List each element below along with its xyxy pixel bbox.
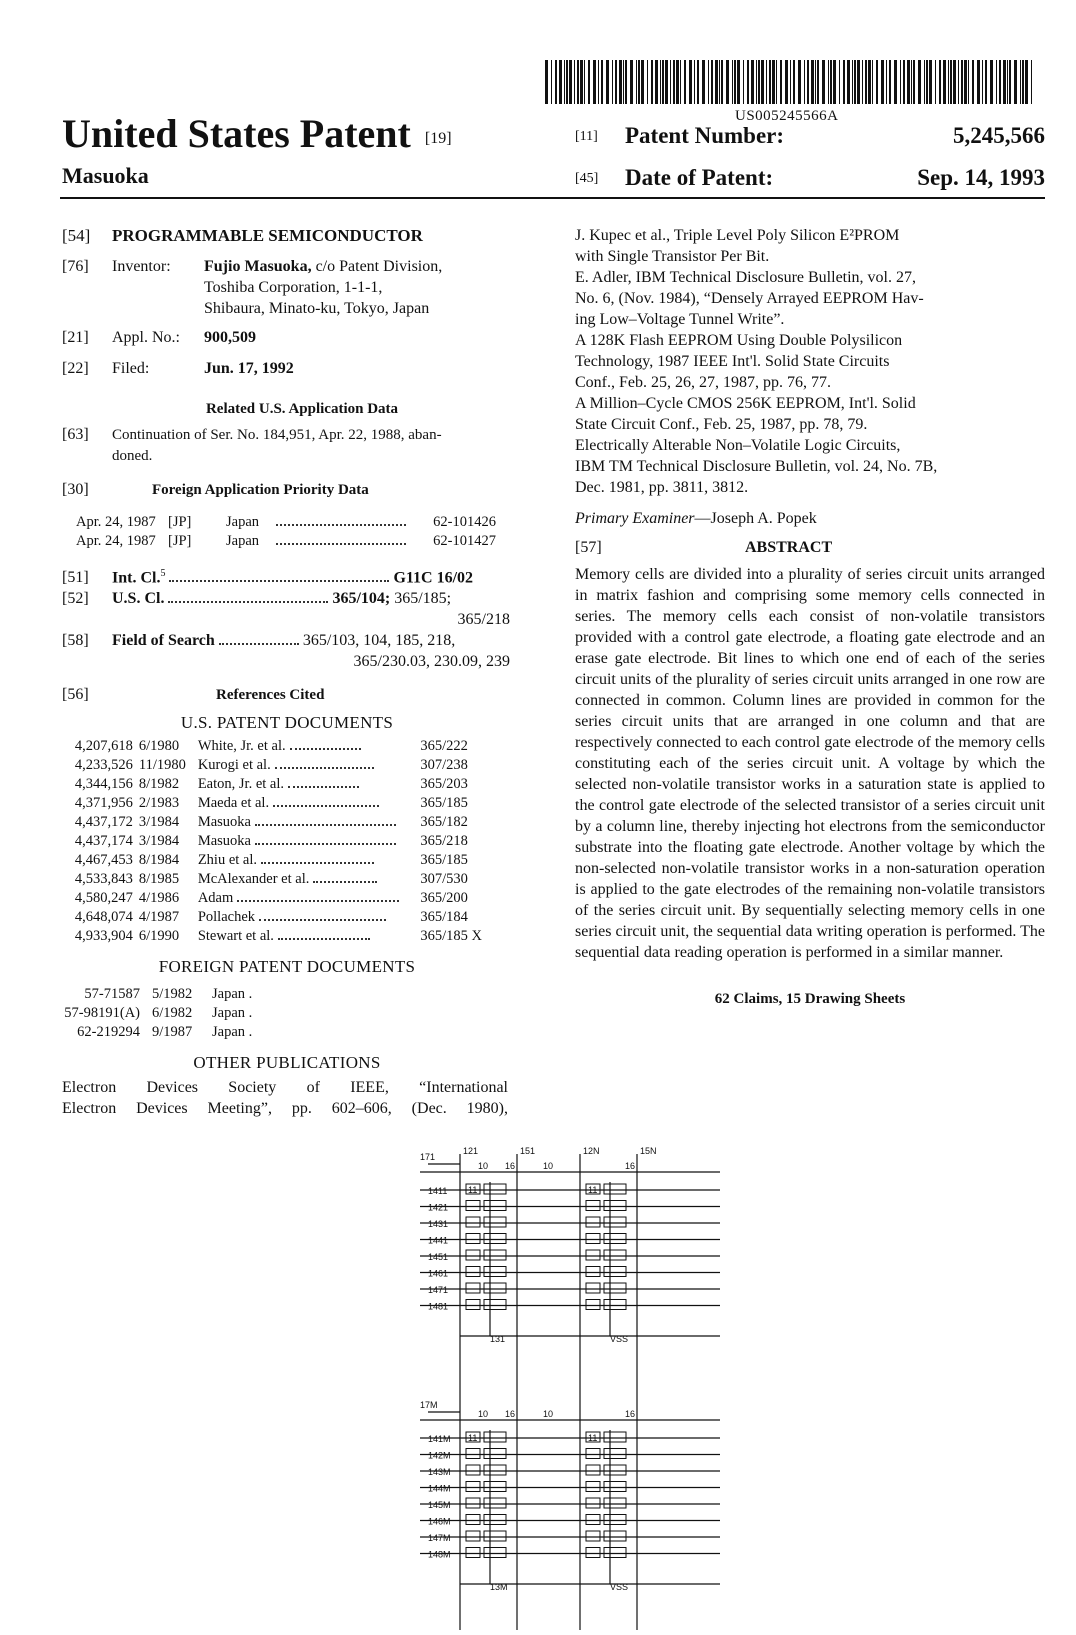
foreign-patent-table (62, 985, 252, 1042)
other-pub-line-2: Electron Devices Meeting”, pp. 602–606, (Dec. 1980), (62, 1100, 508, 1118)
field-of-search: [58] Field of Search 365/103, 104, 185, 218, 365/230.03, 230.09, 239 (62, 632, 510, 671)
publication-line: with Single Transistor Per Bit. (575, 248, 770, 265)
source-label: 13M (490, 1582, 508, 1592)
title-field: [54] PROGRAMMABLE SEMICONDUCTOR (62, 226, 423, 245)
word-line-label: 1461 (428, 1268, 449, 1279)
cell-gate (604, 1432, 626, 1442)
ref-name: Pollachek (197, 909, 256, 926)
ref-name: Maeda et al. (197, 795, 270, 812)
table-row: 62-219294 9/1987 Japan . (77, 1024, 253, 1041)
patent-number: 5,245,566 (953, 123, 1045, 148)
publication-line: State Circuit Conf., Feb. 25, 1987, pp. 78, 79. (575, 416, 868, 433)
table-row: 4,933,904 6/1990 Stewart et al. 365/185 X (74, 928, 482, 945)
appl-no-field: [21] Appl. No.: 900,509 (62, 329, 256, 346)
cell-gate (604, 1482, 626, 1492)
cell-transistor (466, 1250, 480, 1260)
cell-transistor (466, 1465, 480, 1475)
publication-line: ing Low–Voltage Tunnel Write”. (575, 311, 785, 328)
cell-transistor (586, 1267, 600, 1277)
cell-gate (604, 1498, 626, 1508)
cell-gate (484, 1515, 506, 1525)
cell-gate (484, 1300, 506, 1310)
cell-transistor (586, 1234, 600, 1244)
publication-line: Conf., Feb. 25, 26, 27, 1987, pp. 76, 77. (575, 374, 831, 391)
examiner-line: Primary Examiner—Joseph A. Popek (575, 510, 817, 527)
cell-label: 11 (468, 1433, 478, 1443)
cell-gate (484, 1201, 506, 1211)
cell-gate (484, 1184, 506, 1194)
select-label: 10 (543, 1409, 554, 1419)
ref-name: Stewart et al. (197, 928, 274, 945)
cell-transistor (466, 1217, 480, 1227)
gate-label: 16 (625, 1409, 636, 1419)
publication-line: Dec. 1981, pp. 3811, 3812. (575, 479, 749, 496)
cell-transistor (466, 1300, 480, 1310)
references-heading: [56] References Cited (62, 686, 325, 704)
us-docs-heading: U.S. PATENT DOCUMENTS (180, 713, 394, 733)
patent-number-row: [11] Patent Number: 5,245,566 (575, 123, 1045, 148)
cell-transistor (586, 1515, 600, 1525)
cell-gate (484, 1449, 506, 1459)
publication-line: E. Adler, IBM Technical Disclosure Bulletin, vol. 27, (575, 269, 916, 286)
word-line-label: 145M (428, 1500, 451, 1510)
word-line-label: 148M (428, 1549, 451, 1560)
other-pub-line-1: Electron Devices Society of IEEE, “International (62, 1079, 508, 1097)
group-label: 171 (420, 1152, 436, 1162)
gate-label: 16 (625, 1161, 636, 1171)
bibliographic-column (62, 225, 542, 1119)
cell-transistor (586, 1548, 600, 1558)
cell-transistor (466, 1201, 480, 1211)
table-row: 4,580,247 4/1986 Adam 365/200 (74, 890, 468, 907)
priority-row: Apr. 24, 1987 [JP] Japan 62-101426 (76, 514, 496, 530)
table-row: 4,233,526 11/1980 Kurogi et al. 307/238 (74, 757, 468, 774)
cell-label: 11 (588, 1433, 598, 1443)
source-label: 131 (490, 1334, 506, 1344)
related-app-heading: Related U.S. Application Data (205, 401, 399, 417)
publications-list (575, 225, 1045, 498)
word-line-label: 141M (428, 1434, 451, 1444)
cell-gate (604, 1184, 626, 1194)
ref-name: Zhiu et al. (197, 852, 258, 869)
publication-line: Technology, 1987 IEEE Int'l. Solid State Circuits (575, 353, 890, 370)
continuation-field: [63] Continuation of Ser. No. 184,951, Apr. 22, 1988, aban- doned. (62, 426, 442, 464)
cell-gate (484, 1498, 506, 1508)
cell-gate (604, 1531, 626, 1541)
select-label: 10 (478, 1409, 489, 1419)
vss-label: VSS (610, 1582, 629, 1592)
table-row: 4,533,843 8/1985 McAlexander et al. 307/530 (74, 871, 468, 888)
cell-gate (484, 1267, 506, 1277)
cell-gate (604, 1449, 626, 1459)
cell-label: 11 (588, 1185, 598, 1195)
ref-name: Eaton, Jr. et al. (197, 776, 284, 793)
cell-transistor (586, 1465, 600, 1475)
word-line-label: 1441 (428, 1235, 449, 1246)
abstract-heading-row: [57] ABSTRACT (575, 539, 833, 556)
publication-line: A 128K Flash EEPROM Using Double Polysilicon (575, 332, 903, 349)
cell-transistor (586, 1482, 600, 1492)
cell-transistor (466, 1498, 480, 1508)
publication-line: Electrically Alterable Non–Volatile Logic Circuits, (575, 437, 901, 454)
date-of-patent-row: [45] Date of Patent: Sep. 14, 1993 (575, 165, 1045, 190)
gate-label: 16 (505, 1409, 516, 1419)
circuit-drawing (420, 1140, 750, 1630)
patent-title-heading: United States Patent [19] (62, 111, 452, 156)
foreign-priority-heading: [30] Foreign Application Priority Data (62, 481, 369, 498)
cell-transistor (586, 1449, 600, 1459)
document-id: US005245566A (735, 108, 839, 124)
table-row: 4,648,074 4/1987 Pollachek 365/184 (74, 909, 468, 926)
cell-transistor (586, 1498, 600, 1508)
ref-name: Masuoka (197, 833, 251, 850)
barcode-image (545, 60, 1035, 104)
bit-line-label: 151 (520, 1146, 536, 1156)
cell-gate (484, 1234, 506, 1244)
word-line-label: 146M (428, 1516, 451, 1527)
priority-row: Apr. 24, 1987 [JP] Japan 62-101427 (76, 533, 496, 549)
word-line-label: 144M (428, 1483, 451, 1494)
abstract-text: Memory cells are divided into a plurality of series circuit units arranged in matrix fashion and comprising some memory cells connected in series. The memory cells each consist of non-volatile transistors provided with a control gate electrode, a floating gate electrode and an erase gate electrode. Bit lines to which one end of each of the series circuit units of the plurality of series circuit units arranged in one row are connected in common. Column lines are provided in common for the series circuit units that are arranged in one column and that are respectively connected to each control gate electrode of the memory cells constituting each of the series circuit unit. A voltage by which the selected non-volatile transistor works in a saturation state is applied to the control gate electrode of the selected transistor of a series circuit unit by a column line, thereby injecting hot electrons from the semiconductor substrate into the floating gate electrode. Another voltage by which the non-selected non-volatile transistor works in a non-saturation operation is applied to the gate electrodes of the remaining non-volatile transistors of the series circuit unit. By sequentially selecting memory cells in one series circuit unit, the sequential data writing operation is performed. The sequential data reading operation is performed in a similar manner. (575, 566, 1046, 961)
header-divider (60, 197, 1045, 199)
date-of-patent: Sep. 14, 1993 (917, 165, 1045, 190)
cell-transistor (466, 1449, 480, 1459)
select-label: 10 (478, 1161, 489, 1171)
cell-gate (604, 1465, 626, 1475)
filed-field: [22] Filed: Jun. 17, 1992 (62, 360, 294, 377)
table-row: 4,437,172 3/1984 Masuoka 365/182 (74, 814, 468, 831)
publication-line: IBM TM Technical Disclosure Bulletin, vol. 24, No. 7B, (575, 458, 938, 475)
ref-name: McAlexander et al. (197, 871, 310, 888)
cell-gate (604, 1217, 626, 1227)
cell-gate (484, 1283, 506, 1293)
cell-gate (484, 1531, 506, 1541)
table-row: 57-98191(A) 6/1982 Japan . (64, 1005, 253, 1022)
cell-gate (604, 1234, 626, 1244)
cell-gate (604, 1267, 626, 1277)
cell-transistor (586, 1531, 600, 1541)
cell-transistor (586, 1283, 600, 1293)
cell-gate (604, 1283, 626, 1293)
claims-line: 62 Claims, 15 Drawing Sheets (714, 991, 906, 1007)
table-row: 57-71587 5/1982 Japan . (84, 986, 253, 1003)
title-code: [19] (424, 130, 452, 147)
ref-name: Kurogi et al. (197, 757, 271, 774)
inventor-field: [76] Inventor: Fujio Masuoka, c/o Patent Division, Toshiba Corporation, 1-1-1, Shibaura, Minato-ku, Tokyo, Japan (62, 258, 443, 317)
cell-transistor (466, 1531, 480, 1541)
cell-transistor (466, 1234, 480, 1244)
bit-line-label: 121 (463, 1146, 479, 1156)
bit-line-label: 12N (583, 1146, 600, 1156)
cell-gate (484, 1548, 506, 1558)
word-line-label: 1481 (428, 1301, 449, 1312)
word-line-label: 1451 (428, 1252, 449, 1262)
cell-transistor (586, 1217, 600, 1227)
publication-line: A Million–Cycle CMOS 256K EEPROM, Int'l. Solid (575, 395, 916, 412)
word-line-label: 147M (428, 1533, 451, 1543)
select-label: 10 (543, 1161, 554, 1171)
us-cl-field: [52] U.S. Cl. 365/104; 365/185; 365/218 (62, 590, 510, 629)
cell-gate (484, 1482, 506, 1492)
cell-gate (604, 1548, 626, 1558)
cell-transistor (466, 1548, 480, 1558)
word-line-label: 1421 (428, 1202, 449, 1213)
word-line-label: 142M (428, 1450, 451, 1461)
cell-transistor (466, 1283, 480, 1293)
cell-gate (484, 1250, 506, 1260)
cell-label: 11 (468, 1185, 478, 1195)
cell-transistor (466, 1267, 480, 1277)
table-row: 4,207,618 6/1980 White, Jr. et al. 365/222 (74, 738, 468, 755)
vss-label: VSS (610, 1334, 629, 1344)
cell-transistor (586, 1201, 600, 1211)
cell-gate (484, 1465, 506, 1475)
foreign-docs-heading: FOREIGN PATENT DOCUMENTS (158, 957, 416, 977)
table-row: 4,437,174 3/1984 Masuoka 365/218 (74, 833, 468, 850)
cell-gate (604, 1300, 626, 1310)
gate-label: 16 (505, 1161, 516, 1171)
cell-transistor (586, 1250, 600, 1260)
table-row: 4,371,956 2/1983 Maeda et al. 365/185 (74, 795, 468, 812)
cell-gate (604, 1515, 626, 1525)
cell-gate (484, 1217, 506, 1227)
cell-gate (484, 1432, 506, 1442)
bit-line-label: 15N (640, 1146, 657, 1156)
ref-name: Masuoka (197, 814, 251, 831)
cell-transistor (466, 1482, 480, 1492)
cell-transistor (466, 1515, 480, 1525)
int-cl-field: [51] Int. Cl.$^5$ G11C 16/02 (62, 568, 474, 587)
publication-line: No. 6, (Nov. 1984), “Densely Arrayed EEPROM Hav- (575, 290, 924, 307)
cell-gate (604, 1250, 626, 1260)
abstract-column (575, 225, 1045, 1010)
word-line-label: 1411 (428, 1186, 448, 1196)
cell-gate (604, 1201, 626, 1211)
ref-name: Adam (197, 890, 234, 907)
cell-transistor (586, 1300, 600, 1310)
priority-table (76, 513, 496, 551)
other-pubs-heading: OTHER PUBLICATIONS (193, 1053, 381, 1073)
word-line-label: 1471 (428, 1285, 449, 1295)
table-row: 4,344,156 8/1982 Eaton, Jr. et al. 365/203 (74, 776, 468, 793)
table-row: 4,467,453 8/1984 Zhiu et al. 365/185 (74, 852, 468, 869)
word-line-label: 143M (428, 1467, 451, 1477)
word-line-label: 1431 (428, 1219, 449, 1229)
us-patent-table (62, 737, 482, 946)
publication-line: J. Kupec et al., Triple Level Poly Silicon E²PROM (575, 227, 900, 244)
author-name: Masuoka (62, 163, 149, 188)
group-label: 17M (420, 1400, 438, 1410)
ref-name: White, Jr. et al. (197, 738, 286, 755)
